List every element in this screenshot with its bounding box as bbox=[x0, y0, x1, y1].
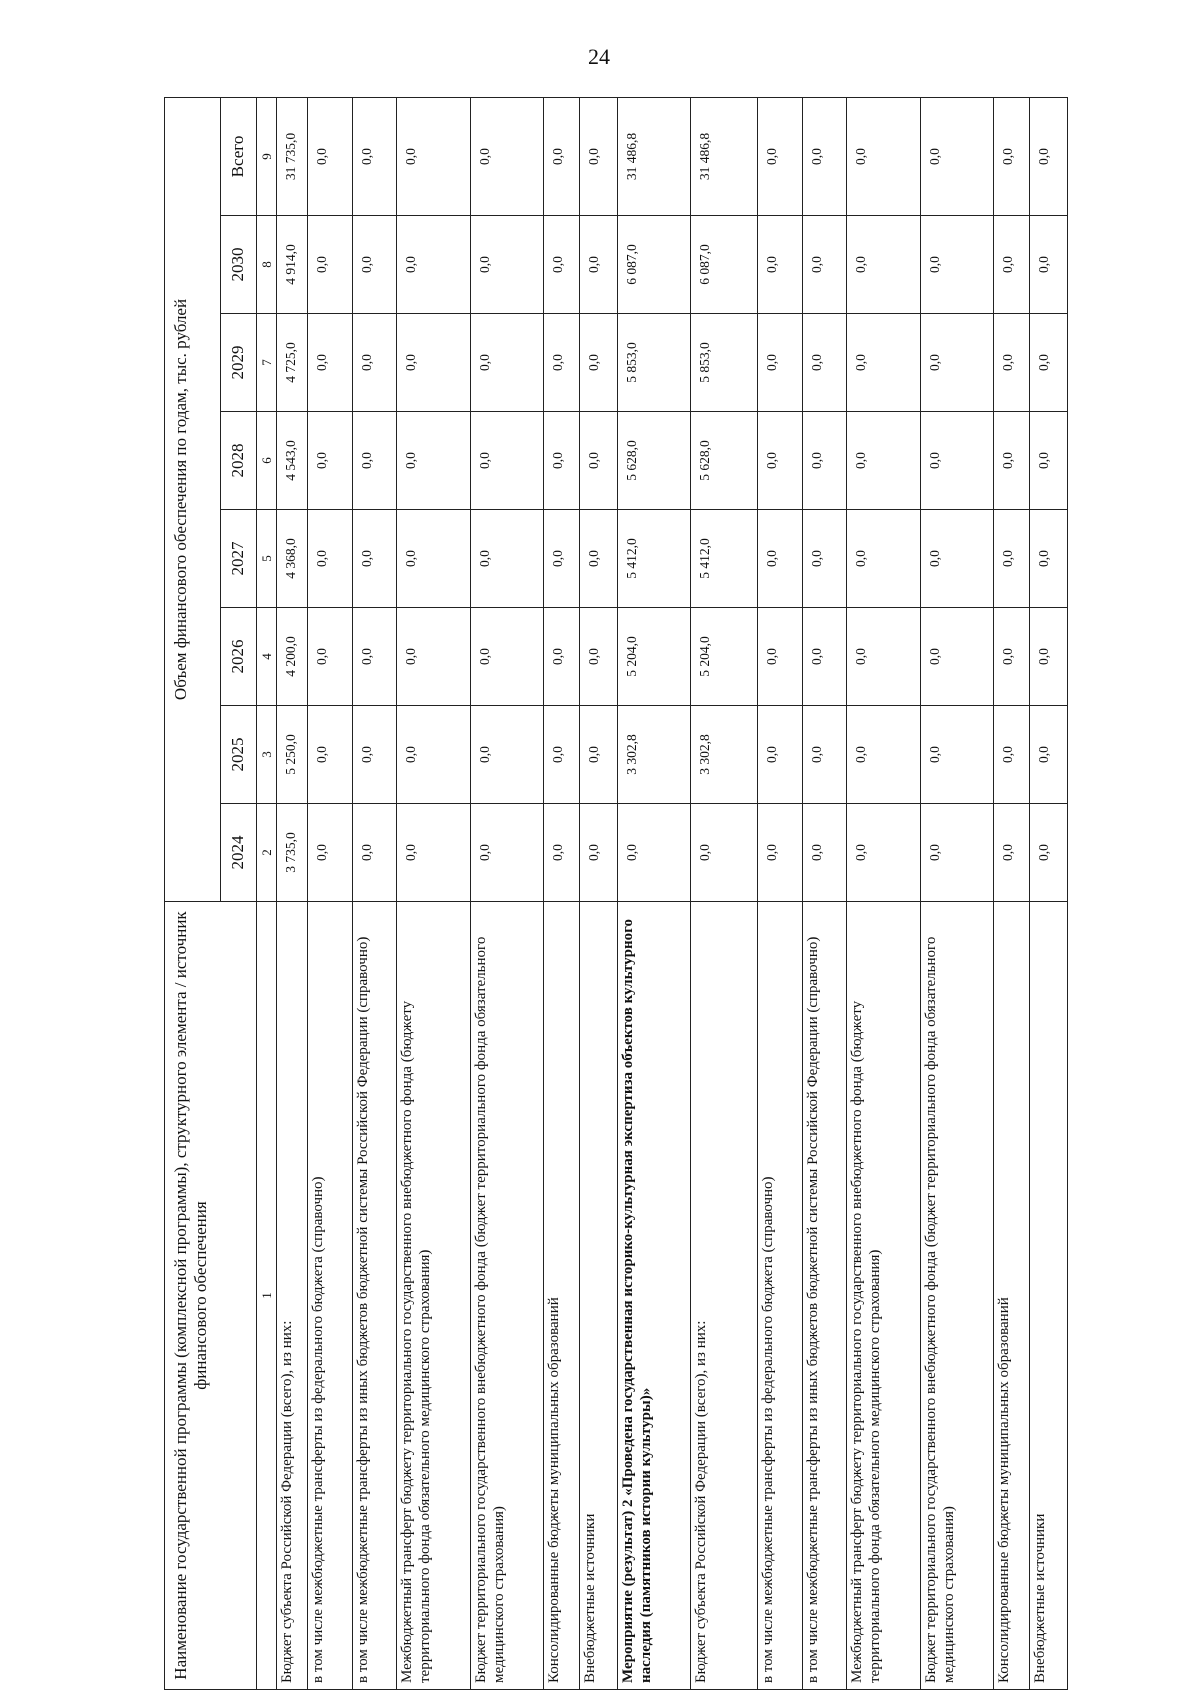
row-name: Бюджет субъекта Российской Федерации (всего), из них: bbox=[277, 902, 308, 1690]
row-year-value: 0,0 bbox=[397, 412, 471, 510]
row-year-value: 0,0 bbox=[470, 314, 544, 412]
row-year-value: 0,0 bbox=[847, 706, 921, 804]
row-total-value: 0,0 bbox=[994, 97, 1030, 215]
row-year-value: 0,0 bbox=[802, 510, 847, 608]
row-year-value: 0,0 bbox=[397, 804, 471, 902]
row-total-value: 31 486,8 bbox=[617, 97, 691, 215]
row-year-value: 0,0 bbox=[847, 216, 921, 314]
row-year-value: 0,0 bbox=[802, 608, 847, 706]
row-year-value: 6 087,0 bbox=[691, 216, 758, 314]
row-name: Бюджет территориального государственного внебюджетного фонда (бюджет территориального фонда обязательного медицинского страхования) bbox=[920, 902, 994, 1690]
row-year-value: 0,0 bbox=[758, 706, 803, 804]
row-total-value: 0,0 bbox=[397, 97, 471, 215]
row-year-value: 0,0 bbox=[1030, 706, 1068, 804]
table-row bbox=[308, 97, 353, 1689]
row-year-value: 0,0 bbox=[994, 510, 1030, 608]
row-year-value: 0,0 bbox=[470, 608, 544, 706]
year-header: 2026 bbox=[221, 608, 257, 706]
row-year-value: 0,0 bbox=[802, 216, 847, 314]
row-total-value: 0,0 bbox=[920, 97, 994, 215]
financing-table bbox=[164, 97, 1068, 1690]
row-year-value: 0,0 bbox=[544, 314, 580, 412]
row-year-value: 0,0 bbox=[994, 216, 1030, 314]
table-row bbox=[847, 97, 921, 1689]
row-year-value: 0,0 bbox=[308, 314, 353, 412]
row-year-value: 3 302,8 bbox=[617, 706, 691, 804]
row-year-value: 4 914,0 bbox=[277, 216, 308, 314]
row-year-value: 4 368,0 bbox=[277, 510, 308, 608]
row-year-value: 0,0 bbox=[1030, 608, 1068, 706]
row-year-value: 6 087,0 bbox=[617, 216, 691, 314]
row-year-value: 0,0 bbox=[994, 314, 1030, 412]
row-year-value: 5 853,0 bbox=[691, 314, 758, 412]
table-row bbox=[920, 97, 994, 1689]
row-total-value: 31 735,0 bbox=[277, 97, 308, 215]
row-name: Консолидированные бюджеты муниципальных образований bbox=[994, 902, 1030, 1690]
row-year-value: 0,0 bbox=[352, 216, 397, 314]
column-number: 1 bbox=[257, 902, 277, 1690]
row-year-value: 4 543,0 bbox=[277, 412, 308, 510]
row-year-value: 0,0 bbox=[920, 412, 994, 510]
row-year-value: 5 204,0 bbox=[617, 608, 691, 706]
row-year-value: 0,0 bbox=[308, 216, 353, 314]
row-year-value: 0,0 bbox=[1030, 314, 1068, 412]
row-name: Внебюджетные источники bbox=[579, 902, 617, 1690]
row-year-value: 0,0 bbox=[1030, 412, 1068, 510]
row-year-value: 5 250,0 bbox=[277, 706, 308, 804]
row-year-value: 0,0 bbox=[308, 706, 353, 804]
row-year-value: 0,0 bbox=[308, 804, 353, 902]
row-year-value: 0,0 bbox=[802, 412, 847, 510]
column-number: 4 bbox=[257, 608, 277, 706]
row-year-value: 0,0 bbox=[758, 608, 803, 706]
row-name: Межбюджетный трансферт бюджету территориального государственного внебюджетного фонда (бюджету территориального фонда обязательного медицинского страхования) bbox=[847, 902, 921, 1690]
row-year-value: 0,0 bbox=[802, 314, 847, 412]
rotated-table-container bbox=[164, 98, 1068, 1690]
row-name: Консолидированные бюджеты муниципальных образований bbox=[544, 902, 580, 1690]
row-year-value: 0,0 bbox=[579, 804, 617, 902]
column-number: 5 bbox=[257, 510, 277, 608]
row-total-value: 0,0 bbox=[579, 97, 617, 215]
row-year-value: 0,0 bbox=[920, 510, 994, 608]
row-year-value: 0,0 bbox=[1030, 216, 1068, 314]
year-header: 2027 bbox=[221, 510, 257, 608]
row-year-value: 0,0 bbox=[352, 412, 397, 510]
row-name: в том числе межбюджетные трансферты из иных бюджетов бюджетной системы Российской Федерации (справочно) bbox=[352, 902, 397, 1690]
table-row bbox=[802, 97, 847, 1689]
row-year-value: 3 735,0 bbox=[277, 804, 308, 902]
table-row bbox=[617, 97, 691, 1689]
row-year-value: 0,0 bbox=[579, 706, 617, 804]
row-total-value: 31 486,8 bbox=[691, 97, 758, 215]
row-year-value: 5 204,0 bbox=[691, 608, 758, 706]
row-year-value: 0,0 bbox=[1030, 804, 1068, 902]
row-year-value: 0,0 bbox=[847, 314, 921, 412]
row-year-value: 0,0 bbox=[617, 804, 691, 902]
row-year-value: 0,0 bbox=[352, 608, 397, 706]
column-number: 9 bbox=[257, 97, 277, 215]
table-row bbox=[397, 97, 471, 1689]
row-name: Мероприятие (результат) 2 «Проведена государственная историко-культурная экспертиза объектов культурного наследия (памятников истории культуры)» bbox=[617, 902, 691, 1690]
row-year-value: 0,0 bbox=[544, 706, 580, 804]
row-name: в том числе межбюджетные трансферты из федерального бюджета (справочно) bbox=[758, 902, 803, 1690]
year-header: 2025 bbox=[221, 706, 257, 804]
row-year-value: 5 412,0 bbox=[691, 510, 758, 608]
row-year-value: 0,0 bbox=[470, 804, 544, 902]
row-year-value: 0,0 bbox=[352, 314, 397, 412]
row-year-value: 0,0 bbox=[758, 314, 803, 412]
row-name: Бюджет субъекта Российской Федерации (всего), из них: bbox=[691, 902, 758, 1690]
row-year-value: 0,0 bbox=[308, 412, 353, 510]
header-name: Наименование государственной программы (комплексной программы), структурного элемента / источник финансового обеспечения bbox=[165, 902, 257, 1690]
table-row bbox=[544, 97, 580, 1689]
row-year-value: 0,0 bbox=[758, 510, 803, 608]
row-year-value: 0,0 bbox=[352, 804, 397, 902]
table-row bbox=[1030, 97, 1068, 1689]
row-year-value: 0,0 bbox=[397, 608, 471, 706]
table-row bbox=[277, 97, 308, 1689]
row-name: в том числе межбюджетные трансферты из федерального бюджета (справочно) bbox=[308, 902, 353, 1690]
row-year-value: 0,0 bbox=[579, 510, 617, 608]
row-year-value: 0,0 bbox=[920, 804, 994, 902]
row-year-value: 0,0 bbox=[544, 804, 580, 902]
year-header: 2029 bbox=[221, 314, 257, 412]
row-year-value: 0,0 bbox=[544, 412, 580, 510]
row-name: Внебюджетные источники bbox=[1030, 902, 1068, 1690]
row-total-value: 0,0 bbox=[308, 97, 353, 215]
row-year-value: 0,0 bbox=[691, 804, 758, 902]
row-total-value: 0,0 bbox=[470, 97, 544, 215]
row-year-value: 0,0 bbox=[579, 216, 617, 314]
row-year-value: 0,0 bbox=[470, 706, 544, 804]
column-number: 8 bbox=[257, 216, 277, 314]
row-year-value: 0,0 bbox=[920, 706, 994, 804]
table-body bbox=[277, 97, 1068, 1689]
column-number: 7 bbox=[257, 314, 277, 412]
year-header: 2028 bbox=[221, 412, 257, 510]
row-year-value: 0,0 bbox=[397, 216, 471, 314]
year-header: 2030 bbox=[221, 216, 257, 314]
row-name: в том числе межбюджетные трансферты из иных бюджетов бюджетной системы Российской Федерации (справочно) bbox=[802, 902, 847, 1690]
year-header: 2024 bbox=[221, 804, 257, 902]
row-year-value: 0,0 bbox=[470, 412, 544, 510]
row-year-value: 0,0 bbox=[544, 216, 580, 314]
row-year-value: 0,0 bbox=[470, 216, 544, 314]
header-financing-volume: Объем финансового обеспечения по годам, тыс. рублей bbox=[165, 97, 221, 901]
row-year-value: 0,0 bbox=[579, 608, 617, 706]
row-year-value: 0,0 bbox=[994, 608, 1030, 706]
column-number: 2 bbox=[257, 804, 277, 902]
row-year-value: 5 853,0 bbox=[617, 314, 691, 412]
row-year-value: 0,0 bbox=[397, 706, 471, 804]
row-year-value: 0,0 bbox=[758, 412, 803, 510]
row-total-value: 0,0 bbox=[758, 97, 803, 215]
total-header: Всего bbox=[221, 97, 257, 215]
row-year-value: 0,0 bbox=[847, 804, 921, 902]
row-year-value: 0,0 bbox=[352, 706, 397, 804]
row-year-value: 0,0 bbox=[544, 608, 580, 706]
row-year-value: 0,0 bbox=[308, 608, 353, 706]
table-row bbox=[352, 97, 397, 1689]
row-year-value: 0,0 bbox=[758, 216, 803, 314]
row-total-value: 0,0 bbox=[802, 97, 847, 215]
row-year-value: 0,0 bbox=[847, 412, 921, 510]
row-year-value: 3 302,8 bbox=[691, 706, 758, 804]
column-number: 6 bbox=[257, 412, 277, 510]
row-total-value: 0,0 bbox=[544, 97, 580, 215]
row-year-value: 0,0 bbox=[470, 510, 544, 608]
row-year-value: 0,0 bbox=[847, 608, 921, 706]
row-year-value: 4 725,0 bbox=[277, 314, 308, 412]
row-year-value: 0,0 bbox=[352, 510, 397, 608]
row-year-value: 0,0 bbox=[994, 412, 1030, 510]
row-total-value: 0,0 bbox=[1030, 97, 1068, 215]
row-year-value: 0,0 bbox=[397, 510, 471, 608]
row-year-value: 0,0 bbox=[920, 314, 994, 412]
row-year-value: 5 628,0 bbox=[617, 412, 691, 510]
table-row bbox=[994, 97, 1030, 1689]
row-year-value: 5 412,0 bbox=[617, 510, 691, 608]
row-year-value: 0,0 bbox=[544, 510, 580, 608]
row-year-value: 0,0 bbox=[920, 608, 994, 706]
row-year-value: 0,0 bbox=[1030, 510, 1068, 608]
row-total-value: 0,0 bbox=[352, 97, 397, 215]
row-year-value: 0,0 bbox=[758, 804, 803, 902]
row-name: Бюджет территориального государственного внебюджетного фонда (бюджет территориального фонда обязательного медицинского страхования) bbox=[470, 902, 544, 1690]
row-year-value: 0,0 bbox=[920, 216, 994, 314]
row-name: Межбюджетный трансферт бюджету территориального государственного внебюджетного фонда (бюджету территориального фонда обязательного медицинского страхования) bbox=[397, 902, 471, 1690]
row-year-value: 0,0 bbox=[994, 804, 1030, 902]
row-year-value: 0,0 bbox=[579, 412, 617, 510]
row-year-value: 0,0 bbox=[308, 510, 353, 608]
row-year-value: 0,0 bbox=[802, 804, 847, 902]
row-year-value: 4 200,0 bbox=[277, 608, 308, 706]
row-year-value: 0,0 bbox=[994, 706, 1030, 804]
table-row bbox=[758, 97, 803, 1689]
row-year-value: 5 628,0 bbox=[691, 412, 758, 510]
table-row bbox=[470, 97, 544, 1689]
table-row bbox=[691, 97, 758, 1689]
page-number: 24 bbox=[588, 44, 610, 69]
table-row bbox=[579, 97, 617, 1689]
row-year-value: 0,0 bbox=[397, 314, 471, 412]
row-year-value: 0,0 bbox=[847, 510, 921, 608]
row-year-value: 0,0 bbox=[579, 314, 617, 412]
column-number: 3 bbox=[257, 706, 277, 804]
row-year-value: 0,0 bbox=[802, 706, 847, 804]
row-total-value: 0,0 bbox=[847, 97, 921, 215]
